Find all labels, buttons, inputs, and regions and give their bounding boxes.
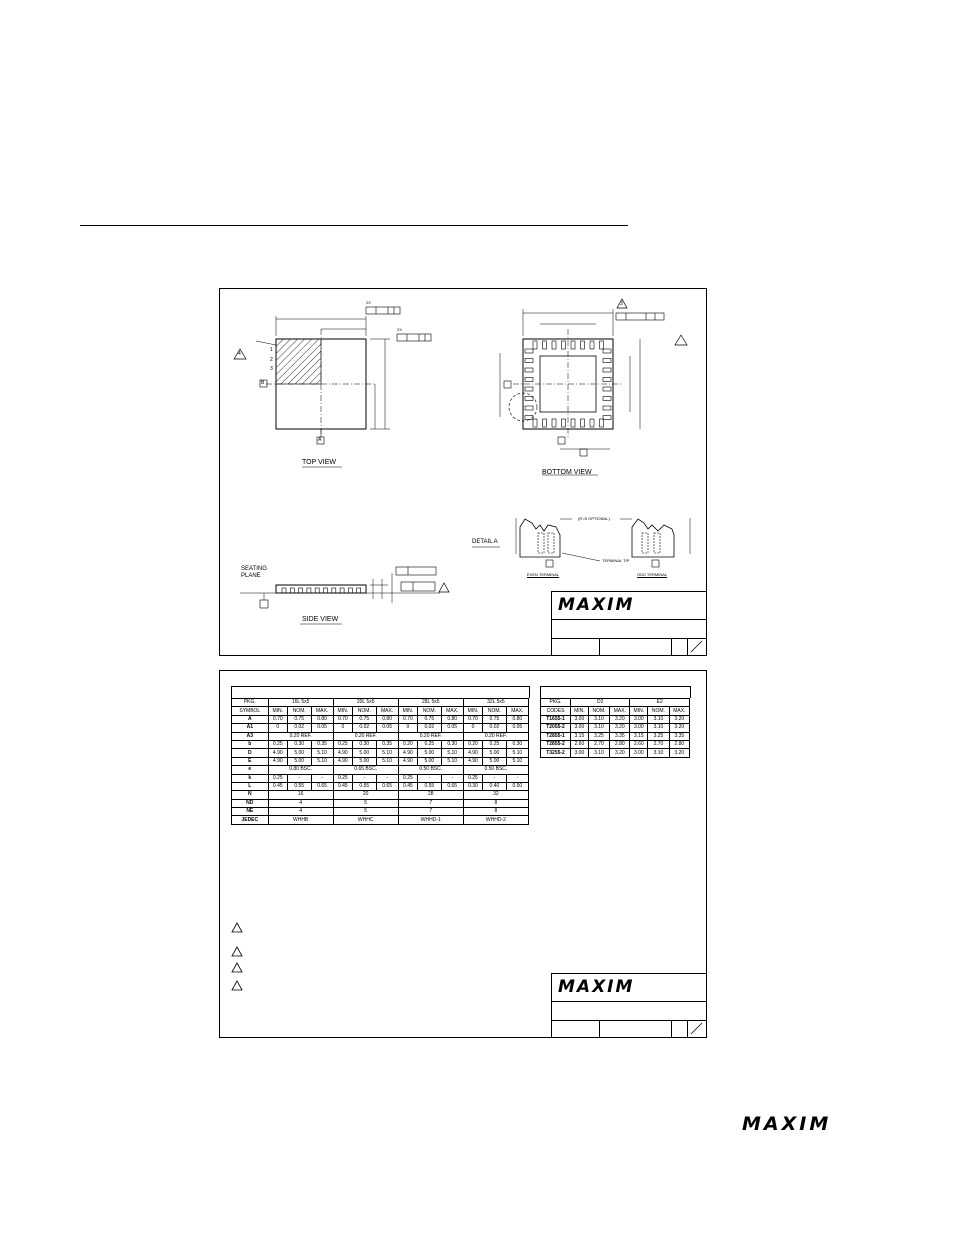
terminal-pad — [324, 588, 328, 593]
table-cell: 0.30 — [506, 740, 528, 748]
terminal-pad — [307, 588, 311, 593]
table-cell: 0.20 REF. — [398, 732, 463, 740]
table-cell: - — [441, 774, 463, 782]
table-cell: 0 — [268, 724, 287, 732]
table-cell: 0.75 — [418, 715, 442, 723]
table-cell: 3.25 — [648, 732, 670, 740]
table-cell: 0 — [333, 724, 352, 732]
table-cell: MIN. — [571, 707, 589, 715]
table-cell: MAX. — [311, 707, 333, 715]
table-cell: 2.60 — [571, 740, 589, 748]
terminal-pad — [571, 341, 575, 349]
table-cell: 0 — [398, 724, 417, 732]
detail-a-drawing — [472, 518, 690, 567]
table-cell: 0.80 — [376, 715, 398, 723]
table-cell: PKG. — [541, 699, 571, 707]
table-cell: 0.65 — [441, 782, 463, 790]
title-block-2 — [551, 973, 707, 1038]
table-cell: 3.15 — [630, 732, 648, 740]
terminal-pad — [581, 419, 585, 427]
terminal-pad — [562, 341, 566, 349]
package-drawing-sheet — [219, 288, 707, 656]
note4-marker: 4 — [238, 351, 241, 357]
table-cell: 5.00 — [418, 757, 442, 765]
terminal-pad — [603, 397, 611, 401]
table-cell: 4.90 — [398, 749, 417, 757]
table-cell: 3.35 — [610, 732, 630, 740]
table-cell: - — [353, 774, 377, 782]
terminal-pad — [552, 341, 556, 349]
terminal-pad — [525, 416, 533, 420]
table-cell: 3.10 — [648, 715, 670, 723]
table-cell: 0.75 — [287, 715, 311, 723]
terminal-pad — [603, 378, 611, 382]
table-cell: 5.10 — [311, 749, 333, 757]
table-cell: CODES — [541, 707, 571, 715]
table-cell: 0.05 — [441, 724, 463, 732]
table-cell: WHHD-2 — [463, 816, 528, 824]
table-cell: MIN. — [463, 707, 482, 715]
table-cell: T2855-2 — [541, 740, 571, 748]
terminal-pad — [525, 349, 533, 353]
table-cell: 5.10 — [376, 757, 398, 765]
table-cell: - — [287, 774, 311, 782]
table-cell: 0.35 — [311, 740, 333, 748]
table-cell: - — [376, 774, 398, 782]
table-cell: 4.90 — [333, 749, 352, 757]
table-cell: 4 — [268, 808, 333, 816]
terminal-pad — [525, 397, 533, 401]
table-cell: T3255-2 — [541, 749, 571, 757]
terminal-pad — [282, 588, 286, 593]
terminal-pad — [348, 588, 352, 593]
table-cell: 5.00 — [353, 749, 377, 757]
terminal-pad — [525, 368, 533, 372]
table-cell: 0.25 — [268, 774, 287, 782]
table-cell: 7 — [398, 799, 463, 807]
header-rule — [80, 225, 628, 226]
maxim-logo: MAXIM — [558, 595, 635, 615]
table-cell: 0.50 — [506, 782, 528, 790]
table-cell: JEDEC — [232, 816, 269, 824]
table-cell: 0.20 — [398, 740, 417, 748]
table-cell: 0.25 — [398, 774, 417, 782]
terminal-pad — [525, 406, 533, 410]
table-cell: 3.20 — [610, 749, 630, 757]
table-cell: NOM. — [287, 707, 311, 715]
table-cell: 0.30 — [353, 740, 377, 748]
table-cell: 5.00 — [287, 749, 311, 757]
table-cell: 5.10 — [311, 757, 333, 765]
terminal-pad — [543, 341, 547, 349]
table-cell: 32L 5x5 — [463, 699, 528, 707]
table-cell: 0.25 — [268, 740, 287, 748]
table-cell: 3.00 — [571, 715, 589, 723]
table-cell: 20L 5x5 — [333, 699, 398, 707]
table-cell: T2855-1 — [541, 732, 571, 740]
table-cell: 0.75 — [483, 715, 507, 723]
table-cell: A — [232, 715, 269, 723]
terminal-tip-label: TERMINAL TIP — [602, 558, 630, 563]
table-cell: 3.20 — [669, 724, 689, 732]
table-cell: 3.10 — [648, 724, 670, 732]
table-cell: 3.20 — [669, 715, 689, 723]
table-cell: 0.25 — [418, 740, 442, 748]
table-cell: 0.55 — [287, 782, 311, 790]
table-cell: k — [232, 774, 269, 782]
terminal-pad — [603, 387, 611, 391]
table-cell: NOM. — [483, 707, 507, 715]
terminal-pad — [562, 419, 566, 427]
seating-plane-label-2: PLANE — [241, 573, 261, 579]
table-cell: 28 — [398, 791, 463, 799]
table-cell: - — [483, 774, 507, 782]
table-cell: 0.05 — [311, 724, 333, 732]
table-cell: 5.00 — [483, 749, 507, 757]
terminal-pad — [603, 416, 611, 420]
table-cell: 0.45 — [333, 782, 352, 790]
top-view-label: TOP VIEW — [302, 459, 336, 466]
table-cell: MAX. — [441, 707, 463, 715]
qty-2x-a: 2X — [366, 300, 371, 305]
table-cell: 32 — [463, 791, 528, 799]
table-cell: 0.80 BSC. — [268, 766, 333, 774]
table-cell: 4.90 — [398, 757, 417, 765]
table-cell: WHHC — [333, 816, 398, 824]
terminal-pad — [603, 368, 611, 372]
table-cell: E2 — [630, 699, 690, 707]
table-cell: L — [232, 782, 269, 790]
table-cell: 0.70 — [333, 715, 352, 723]
table-cell: NOM. — [418, 707, 442, 715]
seating-plane-label: SEATING — [241, 566, 267, 572]
table-cell: 5.00 — [287, 757, 311, 765]
terminal-pad — [533, 341, 537, 349]
table-cell: 0.30 — [463, 782, 482, 790]
table-cell: 0.20 REF. — [333, 732, 398, 740]
table-cell: 4.90 — [268, 757, 287, 765]
table-cell: SYMBOL — [232, 707, 269, 715]
table-cell: 0.80 — [506, 715, 528, 723]
table-cell: 3.10 — [588, 724, 610, 732]
even-terminal-label: EVEN TERMINAL — [527, 572, 560, 577]
terminal-pad — [290, 588, 294, 593]
note3-marker: 3 — [620, 301, 623, 307]
table-cell: - — [506, 774, 528, 782]
datum-a-label: A — [318, 437, 322, 443]
terminal-pad — [603, 349, 611, 353]
table-cell: WHHB — [268, 816, 333, 824]
table-cell: 5.10 — [506, 757, 528, 765]
detail-a-label: DETAIL A — [472, 539, 498, 545]
pin3-label: 3 — [270, 366, 273, 372]
table-cell: 0.65 — [311, 782, 333, 790]
table-cell: 5.10 — [441, 749, 463, 757]
table-cell: 0.45 — [268, 782, 287, 790]
table-cell: 2.80 — [669, 740, 689, 748]
table-cell: N — [232, 791, 269, 799]
table-cell: 3.25 — [588, 732, 610, 740]
terminal-pad — [543, 419, 547, 427]
table-cell: MAX. — [610, 707, 630, 715]
table-cell: MAX. — [669, 707, 689, 715]
bottom-view-label: BOTTOM VIEW — [542, 469, 592, 476]
table-cell: 0.25 — [463, 774, 482, 782]
terminal-pad — [590, 341, 594, 349]
terminal-pad — [603, 359, 611, 363]
table-cell: PKG. — [232, 699, 269, 707]
table-cell: 3.00 — [630, 715, 648, 723]
odd-terminal-label: ODD TERMINAL — [637, 572, 668, 577]
table-cell: 3.10 — [648, 749, 670, 757]
table-cell: 8 — [463, 808, 528, 816]
terminal-pad — [552, 419, 556, 427]
terminal-pad — [340, 588, 344, 593]
table-cell: MIN. — [268, 707, 287, 715]
table-cell: MIN. — [630, 707, 648, 715]
table-cell: 4.90 — [268, 749, 287, 757]
terminal-pad — [332, 588, 336, 593]
table-cell: NOM. — [588, 707, 610, 715]
table-cell: 3.00 — [571, 724, 589, 732]
table-cell: 3.00 — [571, 749, 589, 757]
terminal-pad — [533, 419, 537, 427]
table-cell: 0 — [463, 724, 482, 732]
table-cell: 0.30 — [441, 740, 463, 748]
table-cell: 0.70 — [463, 715, 482, 723]
table-cell: 0.40 — [483, 782, 507, 790]
table-cell: 0.25 — [483, 740, 507, 748]
table-cell: 3.10 — [588, 715, 610, 723]
terminal-pad — [315, 588, 319, 593]
terminal-pad — [525, 387, 533, 391]
table-cell: 28L 5x5 — [398, 699, 463, 707]
table-cell: 3.35 — [669, 732, 689, 740]
table-cell: 0.55 — [418, 782, 442, 790]
table-cell: 20 — [333, 791, 398, 799]
table-cell: MIN. — [333, 707, 352, 715]
table-cell: 0.45 — [398, 782, 417, 790]
table-cell: T2055-2 — [541, 724, 571, 732]
table-cell: e — [232, 766, 269, 774]
table-cell: 2.60 — [630, 740, 648, 748]
table-cell: 7 — [398, 808, 463, 816]
table-cell: 2.80 — [610, 740, 630, 748]
table-cell: 4.90 — [463, 749, 482, 757]
table-cell: 0.65 BSC. — [333, 766, 398, 774]
terminal-pad — [525, 378, 533, 382]
table-cell: NE — [232, 808, 269, 816]
table-cell: 0.25 — [333, 740, 352, 748]
terminal-pad — [571, 419, 575, 427]
table-cell: NOM. — [648, 707, 670, 715]
table-cell: b — [232, 740, 269, 748]
terminal-pad — [600, 341, 604, 349]
table-cell: 0.02 — [483, 724, 507, 732]
table-cell: 0.35 — [376, 740, 398, 748]
terminal-pad — [600, 419, 604, 427]
table-cell: MAX. — [506, 707, 528, 715]
pin1-label: 1 — [270, 347, 273, 353]
table-cell: MAX. — [376, 707, 398, 715]
bottom-view-drawing — [500, 299, 687, 475]
table-cell: 3.10 — [588, 749, 610, 757]
table-cell: 0.80 — [441, 715, 463, 723]
table-cell: 5.00 — [483, 757, 507, 765]
terminal-pad — [357, 588, 361, 593]
table-cell: 2.70 — [588, 740, 610, 748]
table-cell: D2 — [571, 699, 630, 707]
table-cell: NOM. — [353, 707, 377, 715]
qty-2x-b: 2X — [397, 327, 402, 332]
table-cell: 4.90 — [463, 757, 482, 765]
table-cell: 0.20 REF. — [268, 732, 333, 740]
table-cell: 5.10 — [506, 749, 528, 757]
r-optional-label: (R IS OPTIONAL) — [578, 516, 610, 521]
table-cell: 0.70 — [398, 715, 417, 723]
terminal-pad — [603, 406, 611, 410]
side-view-drawing — [240, 567, 449, 624]
table-cell: - — [311, 774, 333, 782]
table-cell: MIN. — [398, 707, 417, 715]
table-cell: 5.10 — [376, 749, 398, 757]
table-cell: E — [232, 757, 269, 765]
table-cell: 0.20 REF. — [463, 732, 528, 740]
table-cell: 5.00 — [418, 749, 442, 757]
table-cell: 0.05 — [376, 724, 398, 732]
table-cell: A1 — [232, 724, 269, 732]
terminal-pad — [525, 359, 533, 363]
table-cell: 0.65 — [376, 782, 398, 790]
table-cell: 0.02 — [353, 724, 377, 732]
pin2-label: 2 — [270, 357, 273, 363]
table-cell: 8 — [463, 799, 528, 807]
table-cell: ND — [232, 799, 269, 807]
table-cell: 0.75 — [353, 715, 377, 723]
table-cell: 4 — [268, 799, 333, 807]
terminal-pad — [590, 419, 594, 427]
table-cell: 16 — [268, 791, 333, 799]
table-cell: 0.30 — [287, 740, 311, 748]
dimension-table-sheet — [219, 670, 707, 1038]
table-cell: 3.20 — [669, 749, 689, 757]
table-cell: 3.00 — [630, 749, 648, 757]
table-cell: 3.20 — [610, 724, 630, 732]
table-cell: 3.15 — [571, 732, 589, 740]
table-cell: 0.02 — [287, 724, 311, 732]
table-cell: 0.55 — [353, 782, 377, 790]
table-cell: - — [418, 774, 442, 782]
table-cell: 16L 5x5 — [268, 699, 333, 707]
side-view-label: SIDE VIEW — [302, 616, 339, 623]
table-cell: 5.00 — [353, 757, 377, 765]
footer-maxim-logo: MAXIM — [742, 1113, 832, 1135]
table-cell: 5 — [333, 808, 398, 816]
table-cell: A3 — [232, 732, 269, 740]
terminal-pad — [581, 341, 585, 349]
datum-b-label: B — [261, 380, 265, 386]
terminal-pad — [299, 588, 303, 593]
table-cell: 5 — [333, 799, 398, 807]
table-cell: D — [232, 749, 269, 757]
table-cell: 0.70 — [268, 715, 287, 723]
table-cell: 0.80 — [311, 715, 333, 723]
maxim-logo: MAXIM — [558, 977, 635, 997]
table-cell: 4.90 — [333, 757, 352, 765]
table-cell: 2.70 — [648, 740, 670, 748]
table-cell: 0.05 — [506, 724, 528, 732]
table-cell: 0.02 — [418, 724, 442, 732]
table-cell: 0.50 BSC. — [398, 766, 463, 774]
table-cell: 0.25 — [333, 774, 352, 782]
table-cell: 0.20 — [463, 740, 482, 748]
title-block — [551, 591, 707, 656]
table-cell: 3.20 — [610, 715, 630, 723]
table-cell: T1655-1 — [541, 715, 571, 723]
table-cell: 3.00 — [630, 724, 648, 732]
table-cell: WHHD-1 — [398, 816, 463, 824]
table-cell: 0.50 BSC. — [463, 766, 528, 774]
table-cell: 5.10 — [441, 757, 463, 765]
